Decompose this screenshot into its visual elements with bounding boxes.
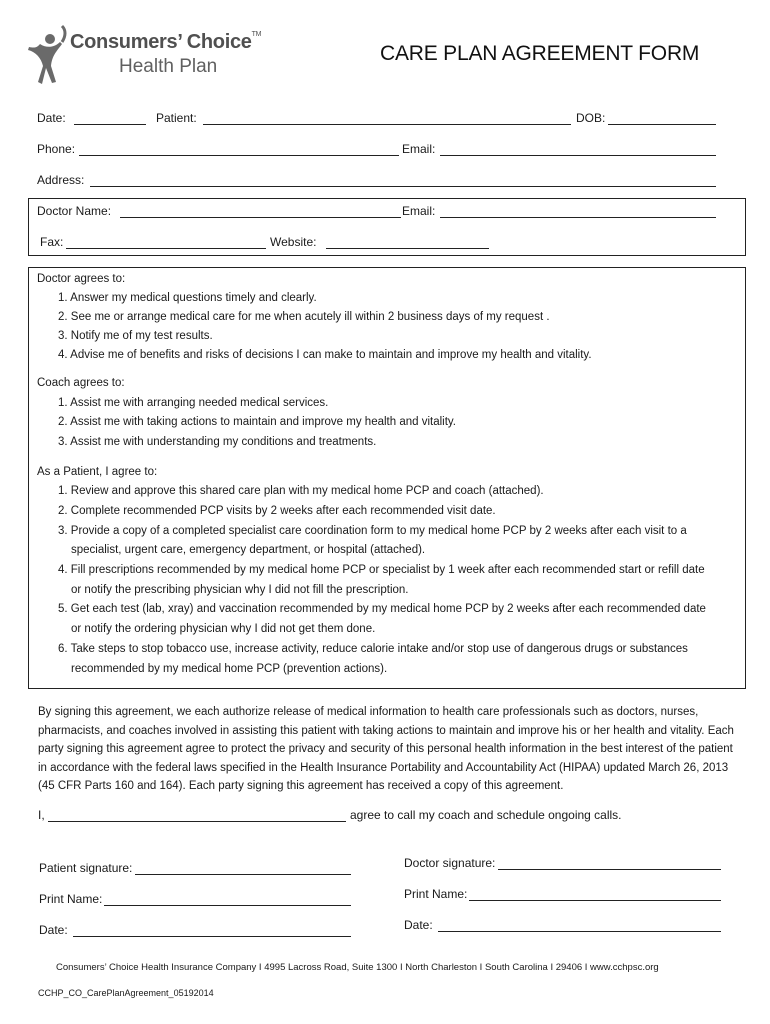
patient-agrees-heading: As a Patient, I agree to: — [37, 466, 158, 478]
patient-item-line: 3. Provide a copy of a completed specialist care coordination form to my medical home PCP by 2 weeks after each visit to a — [58, 525, 687, 537]
patient-signature-field[interactable] — [135, 874, 351, 875]
patient-item-line: 6. Take steps to stop tobacco use, increase activity, reduce calorie intake and/or stop use of dangerous drugs or substances — [58, 643, 688, 655]
doctor-signature-field[interactable] — [498, 869, 721, 870]
agree-call-text: agree to call my coach and schedule ongoing calls. — [350, 808, 622, 822]
phone-field[interactable] — [79, 155, 399, 156]
company-name: Consumers’ Choice — [70, 31, 252, 53]
doctor-item: 4. Advise me of benefits and risks of decisions I can make to maintain and improve my health and vitality. — [58, 349, 592, 361]
person-logo-icon — [26, 22, 72, 88]
trademark-mark: TM — [251, 31, 262, 38]
doctor-item: 1. Answer my medical questions timely and clearly. — [58, 292, 317, 304]
patient-item-line: or notify the prescribing physician why I did not fill the prescription. — [71, 584, 409, 596]
patient-item-line: or notify the ordering physician why I did not get them done. — [71, 623, 376, 635]
patient-name-field[interactable] — [203, 124, 571, 125]
authorization-paragraph: By signing this agreement, we each authorize release of medical information to health care professionals such as doctors, nurses, pharmacists, and coaches involved in assisting this patient with taking actions to maintain and improve his or her health and vitality. Each party signing this agreement agree to protect the privacy and security of this personal health information in the best interest of the patient in accordance with the federal laws specified in the Health Insurance Portability and Accountability Act (HIPAA) updated March 26, 2013 (45 CFR Parts 160 and 164). Each party signing this agreement has received a copy of this agreement. — [38, 706, 734, 793]
coach-item: 2. Assist me with taking actions to maintain and improve my health and vitality. — [58, 416, 457, 428]
doctor-print-name-label: Print Name: — [404, 887, 468, 901]
i-label: I, — [38, 808, 45, 822]
doctor-signature-label: Doctor signature: — [404, 856, 496, 870]
patient-item-line: specialist, urgent care, emergency department, or hospital (attached). — [71, 544, 426, 556]
patient-date-field[interactable] — [73, 936, 351, 937]
doctor-agrees-heading: Doctor agrees to: — [37, 273, 126, 285]
doctor-print-name-field[interactable] — [469, 900, 721, 901]
patient-item-line: 1. Review and approve this shared care plan with my medical home PCP and coach (attached). — [58, 485, 544, 497]
website-field[interactable] — [326, 248, 489, 249]
form-title: CARE PLAN AGREEMENT FORM — [380, 42, 700, 65]
patient-item-line: 2. Complete recommended PCP visits by 2 weeks after each recommended visit date. — [58, 505, 496, 517]
patient-signature-label: Patient signature: — [39, 861, 133, 875]
dob-field[interactable] — [608, 124, 716, 125]
doctor-email-label: Email: — [402, 204, 436, 218]
phone-label: Phone: — [37, 142, 76, 156]
doctor-email-field[interactable] — [440, 217, 716, 218]
footer-address: Consumers’ Choice Health Insurance Company I 4995 Lacross Road, Suite 1300 I North Charleston I South Carolina I 29406 I www.cchpsc.org — [56, 962, 659, 973]
coach-item: 1. Assist me with arranging needed medical services. — [58, 397, 329, 409]
doctor-name-field[interactable] — [120, 217, 401, 218]
fax-label: Fax: — [40, 235, 64, 249]
patient-email-field[interactable] — [440, 155, 716, 156]
patient-print-name-field[interactable] — [104, 905, 351, 906]
coach-agrees-heading: Coach agrees to: — [37, 377, 125, 389]
date-field[interactable] — [74, 124, 146, 125]
agreement-name-field[interactable] — [48, 821, 346, 822]
dob-label: DOB: — [576, 111, 606, 125]
address-field[interactable] — [90, 186, 716, 187]
form-code: CCHP_CO_CarePlanAgreement_05192014 — [38, 988, 214, 998]
address-label: Address: — [37, 173, 85, 187]
patient-item-line: 4. Fill prescriptions recommended by my medical home PCP or specialist by 1 week after each recommended start or refill date — [58, 564, 705, 576]
doctor-item: 3. Notify me of my test results. — [58, 330, 213, 342]
date-label: Date: — [37, 111, 66, 125]
patient-item-line: recommended by my medical home PCP (prevention actions). — [71, 663, 388, 675]
patient-date-label: Date: — [39, 923, 68, 937]
fax-field[interactable] — [66, 248, 266, 249]
website-label: Website: — [270, 235, 317, 249]
patient-item-line: 5. Get each test (lab, xray) and vaccination recommended by my medical home PCP by 2 weeks after each recommended date — [58, 603, 706, 615]
doctor-name-label: Doctor Name: — [37, 204, 112, 218]
doctor-item: 2. See me or arrange medical care for me when acutely ill within 2 business days of my request . — [58, 311, 550, 323]
doctor-date-field[interactable] — [438, 931, 721, 932]
doctor-date-label: Date: — [404, 918, 433, 932]
coach-item: 3. Assist me with understanding my conditions and treatments. — [58, 436, 377, 448]
plan-name: Health Plan — [119, 56, 218, 77]
patient-label: Patient: — [156, 111, 197, 125]
patient-email-label: Email: — [402, 142, 436, 156]
company-logo — [26, 22, 296, 90]
patient-print-name-label: Print Name: — [39, 892, 103, 906]
